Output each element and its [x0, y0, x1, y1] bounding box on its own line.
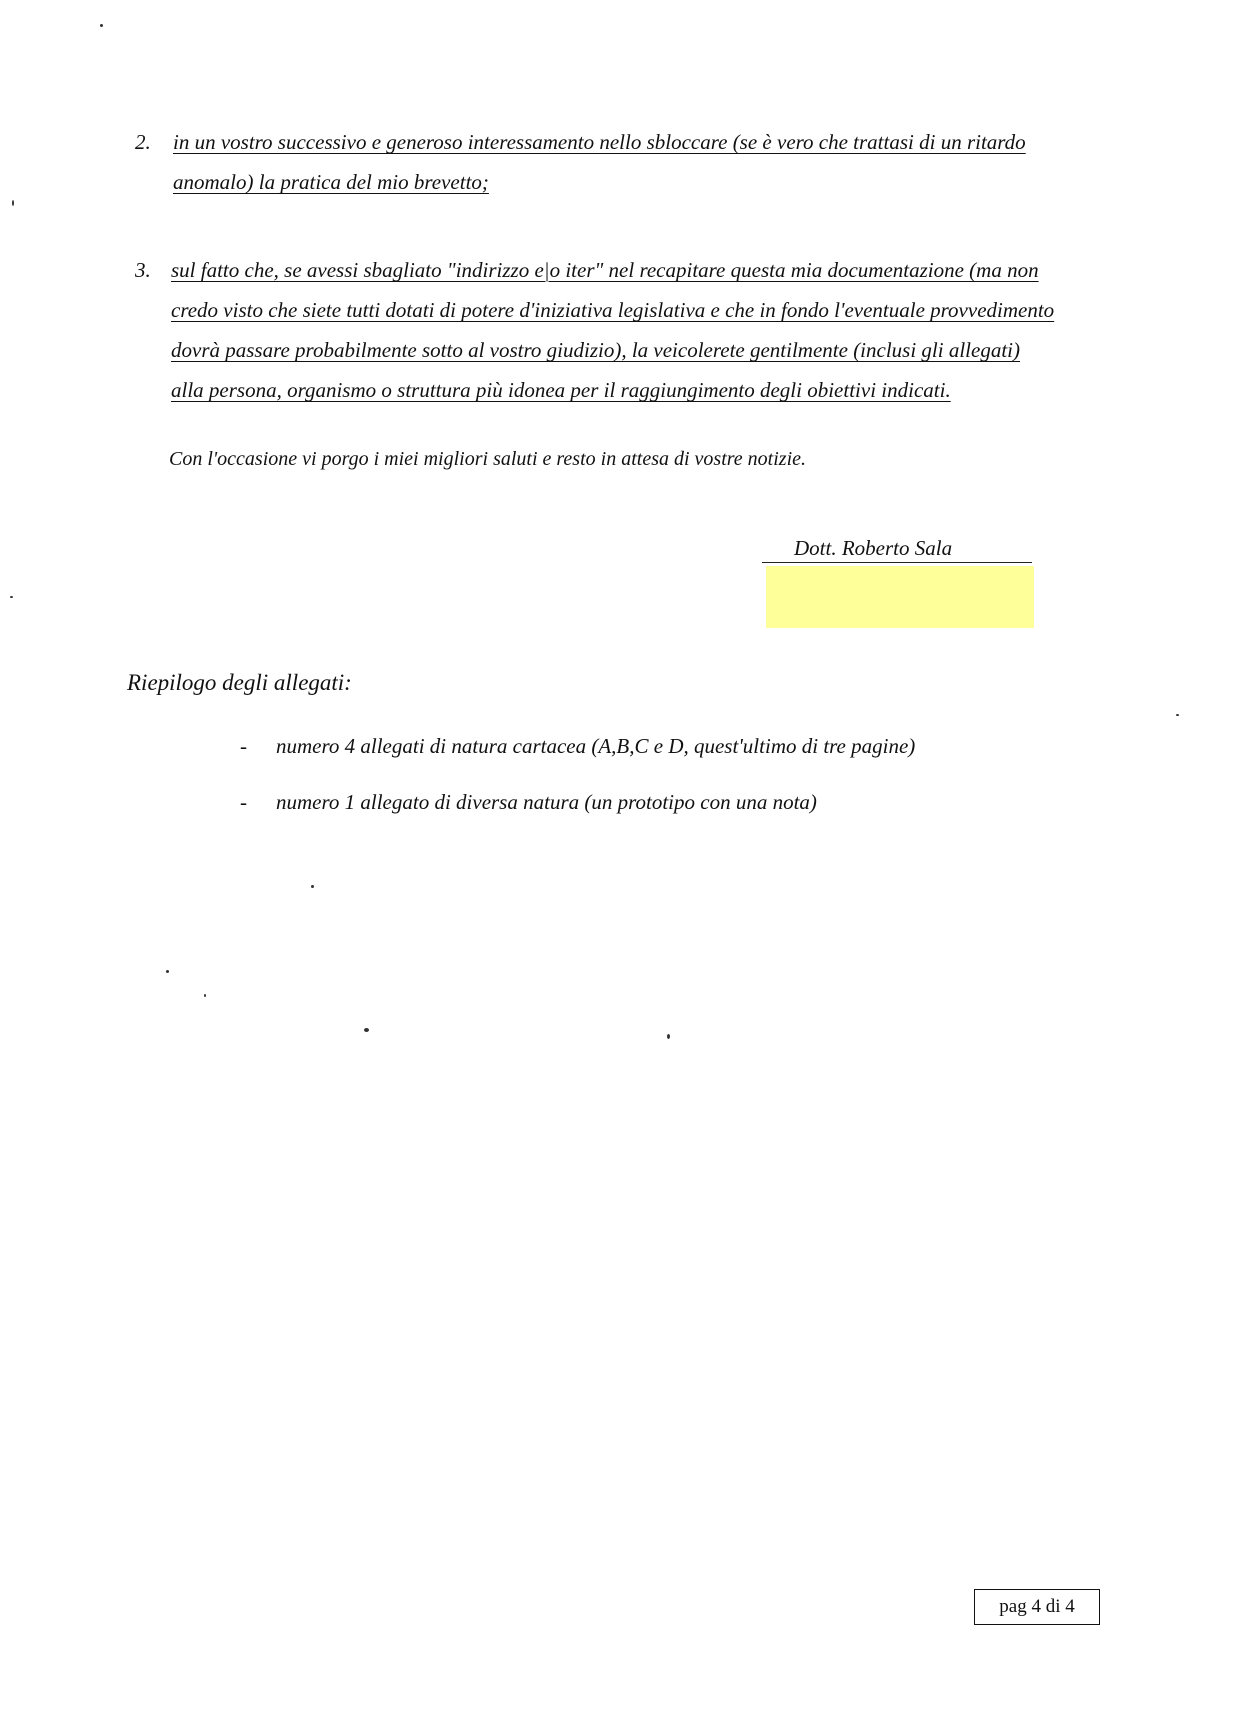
recap-entry-text: numero 1 allegato di diversa natura (un prototipo con una nota) — [276, 790, 817, 814]
page-number-box: pag 4 di 4 — [974, 1589, 1100, 1625]
redaction-highlight — [766, 566, 1034, 628]
text-line: anomalo) la pratica del mio brevetto; — [173, 170, 489, 194]
scan-speck — [12, 200, 14, 206]
scan-speck — [1176, 714, 1179, 716]
list-item-text — [171, 250, 1145, 410]
bullet-dash: - — [240, 734, 247, 758]
scan-speck — [166, 970, 169, 973]
list-item-text — [173, 122, 1145, 202]
recap-title: Riepilogo degli allegati: — [127, 670, 352, 695]
signature-name: Dott. Roberto Sala — [794, 536, 953, 560]
scan-speck — [10, 596, 13, 598]
text-line: credo visto che siete tutti dotati di potere d'iniziativa legislativa e che in fondo l'eventuale provvedimento — [171, 298, 1055, 322]
text-line: in un vostro successivo e generoso interessamento nello sbloccare (se è vero che trattasi di un ritardo — [173, 130, 1026, 154]
scan-speck — [100, 24, 103, 27]
signature-line — [762, 562, 1032, 563]
scan-speck — [204, 994, 206, 997]
bullet-dash: - — [240, 790, 247, 814]
list-item-3 — [135, 250, 1145, 410]
list-item-2 — [135, 122, 1145, 202]
text-line: sul fatto che, se avessi sbagliato "indirizzo e|o iter" nel recapitare questa mia documentazione (ma non — [171, 258, 1039, 282]
scan-speck — [667, 1034, 670, 1039]
text-line: alla persona, organismo o struttura più idonea per il raggiungimento degli obiettivi indicati. — [171, 378, 951, 402]
recap-entry — [240, 790, 817, 815]
list-item-number: 2. — [135, 130, 151, 154]
closing-paragraph: Con l'occasione vi porgo i miei migliori saluti e resto in attesa di vostre notizie. — [169, 448, 807, 470]
recap-entry — [240, 734, 915, 759]
text-line: dovrà passare probabilmente sotto al vostro giudizio), la veicolerete gentilmente (inclusi gli allegati) — [171, 338, 1021, 362]
list-item-number: 3. — [135, 258, 151, 282]
recap-entry-text: numero 4 allegati di natura cartacea (A,B,C e D, quest'ultimo di tre pagine) — [276, 734, 916, 758]
scan-speck — [364, 1028, 369, 1032]
scan-speck — [311, 885, 314, 888]
